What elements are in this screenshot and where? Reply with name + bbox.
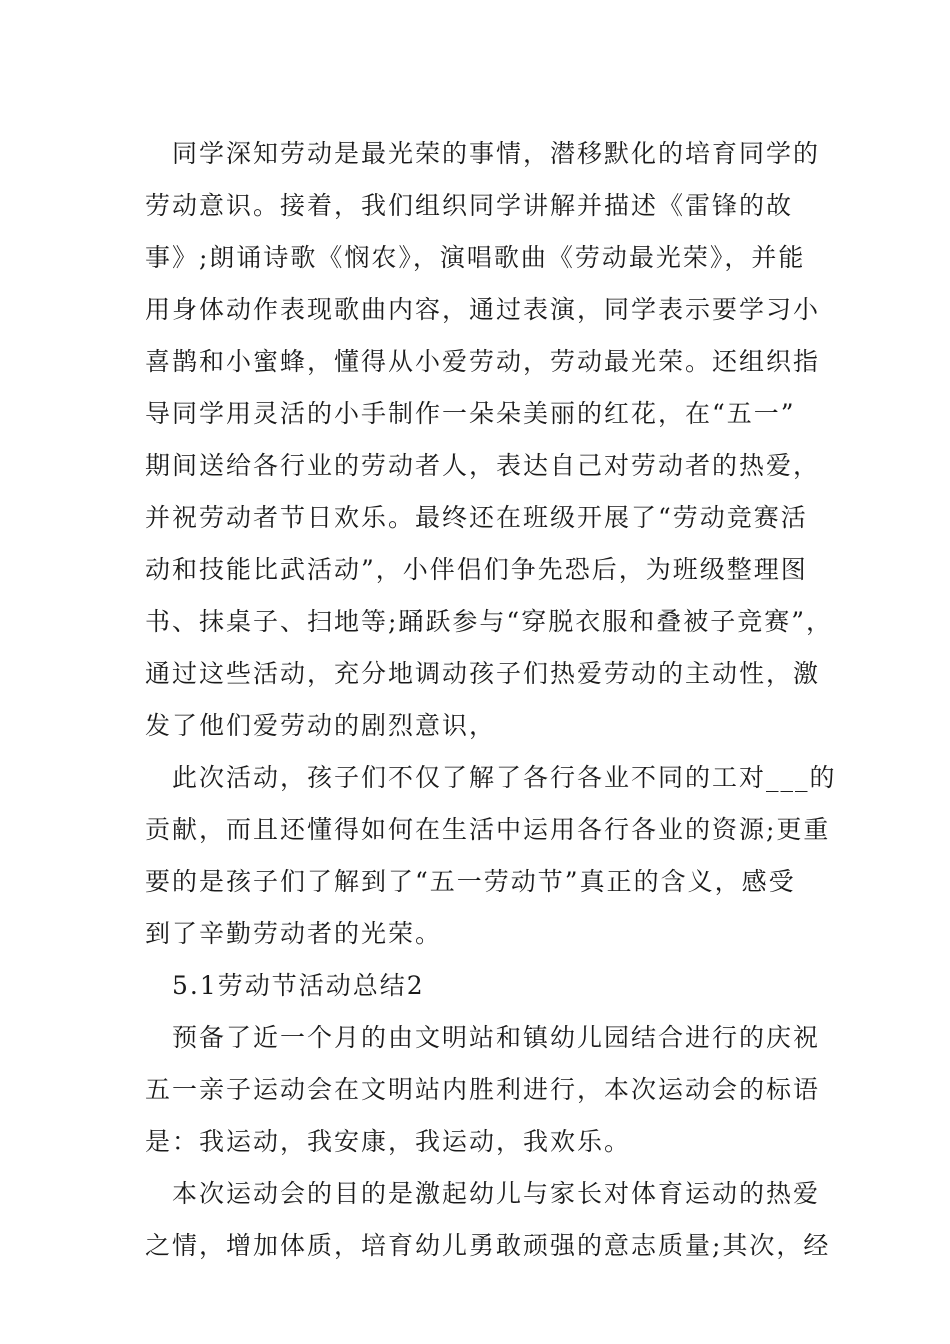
paragraph-line: 用身体动作表现歌曲内容，通过表演，同学表示要学习小 <box>145 295 821 324</box>
paragraph-line: 动和技能比武活动”，小伴侣们争先恐后，为班级整理图 <box>145 555 808 584</box>
paragraph-line: 导同学用灵活的小手制作一朵朵美丽的红花，在“五一” <box>145 399 796 428</box>
paragraph-line: 通过这些活动，充分地调动孩子们热爱劳动的主动性，激 <box>145 659 821 688</box>
paragraph-line: 到了辛勤劳动者的光荣。 <box>145 919 443 948</box>
section-heading: 5.1劳动节活动总结2 <box>172 971 425 1000</box>
paragraph-line: 之情，增加体质，培育幼儿勇敢顽强的意志质量;其次，经 <box>145 1231 831 1260</box>
paragraph-line: 书、抹桌子、扫地等;踊跃参与“穿脱衣服和叠被子竞赛”， <box>145 607 833 636</box>
paragraph-line: 贡献，而且还懂得如何在生活中运用各行各业的资源;更重 <box>145 815 831 844</box>
paragraph-line: 五一亲子运动会在文明站内胜利进行，本次运动会的标语 <box>145 1075 821 1104</box>
paragraph-line: 本次运动会的目的是激起幼儿与家长对体育运动的热爱 <box>145 1179 821 1208</box>
paragraph-line: 期间送给各行业的劳动者人，表达自己对劳动者的热爱， <box>145 451 821 480</box>
paragraph-line: 要的是孩子们了解到了“五一劳动节”真正的含义，感受 <box>145 867 796 896</box>
paragraph-line: 此次活动，孩子们不仅了解了各行各业不同的工对___的 <box>145 763 837 792</box>
document-body <box>145 128 837 1272</box>
paragraph-line: 同学深知劳动是最光荣的事情，潜移默化的培育同学的 <box>145 139 821 168</box>
paragraph-line: 是：我运动，我安康，我运动，我欢乐。 <box>145 1127 632 1156</box>
paragraph-line: 预备了近一个月的由文明站和镇幼儿园结合进行的庆祝 <box>145 1023 821 1052</box>
paragraph-line: 事》;朗诵诗歌《悯农》，演唱歌曲《劳动最光荣》，并能 <box>145 243 806 272</box>
paragraph-line: 劳动意识。接着，我们组织同学讲解并描述《雷锋的故 <box>145 191 794 220</box>
paragraph-line: 喜鹊和小蜜蜂，懂得从小爱劳动，劳动最光荣。还组织指 <box>145 347 821 376</box>
paragraph-line: 发了他们爱劳动的剧烈意识， <box>145 711 497 740</box>
paragraph-line: 并祝劳动者节日欢乐。最终还在班级开展了“劳动竞赛活 <box>145 503 808 532</box>
